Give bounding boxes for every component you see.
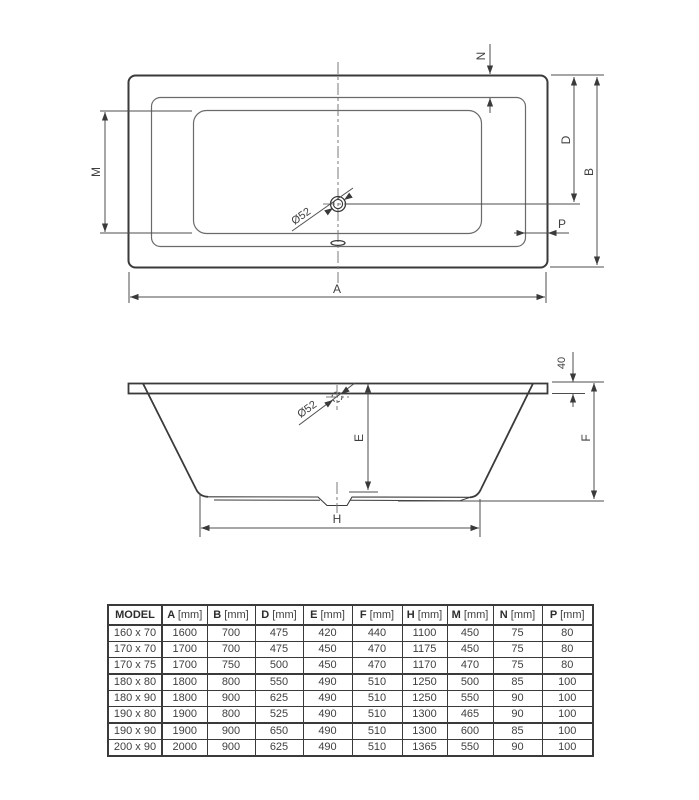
table-row xyxy=(108,723,593,740)
value-cell: 900 xyxy=(207,691,255,707)
drain-diameter-label-side: Ø52 xyxy=(295,398,320,421)
value-cell: 100 xyxy=(542,691,593,707)
value-cell: 1250 xyxy=(402,674,447,691)
value-cell: 100 xyxy=(542,674,593,691)
value-cell: 100 xyxy=(542,707,593,724)
value-cell: 500 xyxy=(447,674,493,691)
model-cell: 170 x 75 xyxy=(108,658,162,675)
value-cell: 550 xyxy=(447,691,493,707)
value-cell: 100 xyxy=(542,740,593,757)
value-cell: 470 xyxy=(447,658,493,675)
col-header-a: A [mm] xyxy=(162,605,207,625)
value-cell: 2000 xyxy=(162,740,207,757)
value-cell: 490 xyxy=(303,707,352,724)
right-wall-floor-curve xyxy=(470,489,481,497)
value-cell: 900 xyxy=(207,723,255,740)
model-cell: 160 x 70 xyxy=(108,625,162,642)
value-cell: 625 xyxy=(255,740,303,757)
value-cell: 550 xyxy=(255,674,303,691)
dim-label-E: E xyxy=(352,433,367,443)
model-cell: 170 x 70 xyxy=(108,642,162,658)
value-cell: 450 xyxy=(447,642,493,658)
value-cell: 470 xyxy=(352,642,402,658)
dimensions-table xyxy=(107,604,594,757)
col-header-p: P [mm] xyxy=(542,605,593,625)
value-cell: 440 xyxy=(352,625,402,642)
value-cell: 80 xyxy=(542,658,593,675)
value-cell: 750 xyxy=(207,658,255,675)
value-cell: 1900 xyxy=(162,707,207,724)
value-cell: 900 xyxy=(207,740,255,757)
dim-label-M: M xyxy=(89,167,104,177)
drain-diameter-label: Ø52 xyxy=(289,205,314,228)
value-cell: 80 xyxy=(542,625,593,642)
value-cell: 490 xyxy=(303,723,352,740)
value-cell: 75 xyxy=(493,658,542,675)
model-cell: 180 x 90 xyxy=(108,691,162,707)
col-header-b: B [mm] xyxy=(207,605,255,625)
value-cell: 420 xyxy=(303,625,352,642)
value-cell: 800 xyxy=(207,674,255,691)
dim-label-F: F xyxy=(579,434,594,442)
right-wall xyxy=(481,384,533,490)
col-header-n: N [mm] xyxy=(493,605,542,625)
value-cell: 510 xyxy=(352,674,402,691)
model-cell: 190 x 90 xyxy=(108,723,162,740)
table-row xyxy=(108,740,593,757)
col-header-f: F [mm] xyxy=(352,605,402,625)
value-cell: 1800 xyxy=(162,691,207,707)
value-cell: 650 xyxy=(255,723,303,740)
floor-right-end xyxy=(460,497,470,500)
col-header-model: MODEL xyxy=(108,605,162,625)
value-cell: 500 xyxy=(255,658,303,675)
value-cell: 510 xyxy=(352,691,402,707)
value-cell: 700 xyxy=(207,642,255,658)
side-view-dimensions xyxy=(200,352,604,537)
value-cell: 490 xyxy=(303,740,352,757)
value-cell: 470 xyxy=(352,658,402,675)
value-cell: 800 xyxy=(207,707,255,724)
value-cell: 1700 xyxy=(162,658,207,675)
value-cell: 1250 xyxy=(402,691,447,707)
value-cell: 490 xyxy=(303,674,352,691)
value-cell: 1170 xyxy=(402,658,447,675)
side-view-outline xyxy=(129,384,548,514)
value-cell: 1100 xyxy=(402,625,447,642)
col-header-m: M [mm] xyxy=(447,605,493,625)
rim-thickness-label: 40 xyxy=(556,356,568,370)
value-cell: 75 xyxy=(493,642,542,658)
dim-label-A: A xyxy=(332,282,342,296)
model-cell: 180 x 80 xyxy=(108,674,162,691)
model-cell: 200 x 90 xyxy=(108,740,162,757)
top-view-outline xyxy=(129,62,548,283)
table-row xyxy=(108,642,593,658)
table-row xyxy=(108,625,593,642)
value-cell: 450 xyxy=(303,642,352,658)
table-header-row xyxy=(108,605,593,625)
dim-label-B: B xyxy=(582,167,597,177)
value-cell: 1800 xyxy=(162,674,207,691)
value-cell: 1600 xyxy=(162,625,207,642)
value-cell: 100 xyxy=(542,723,593,740)
col-header-e: E [mm] xyxy=(303,605,352,625)
left-wall xyxy=(143,384,196,490)
rim-bar xyxy=(129,384,548,394)
value-cell: 80 xyxy=(542,642,593,658)
value-cell: 90 xyxy=(493,707,542,724)
model-cell: 190 x 80 xyxy=(108,707,162,724)
table-row xyxy=(108,707,593,724)
table-row xyxy=(108,674,593,691)
dim-label-P: P xyxy=(557,217,567,231)
value-cell: 75 xyxy=(493,625,542,642)
value-cell: 450 xyxy=(303,658,352,675)
dim-label-D: D xyxy=(559,135,574,145)
value-cell: 85 xyxy=(493,674,542,691)
value-cell: 550 xyxy=(447,740,493,757)
value-cell: 475 xyxy=(255,642,303,658)
value-cell: 510 xyxy=(352,740,402,757)
value-cell: 625 xyxy=(255,691,303,707)
value-cell: 1365 xyxy=(402,740,447,757)
value-cell: 525 xyxy=(255,707,303,724)
table-row xyxy=(108,658,593,675)
value-cell: 1900 xyxy=(162,723,207,740)
value-cell: 90 xyxy=(493,740,542,757)
value-cell: 700 xyxy=(207,625,255,642)
value-cell: 510 xyxy=(352,723,402,740)
value-cell: 1300 xyxy=(402,723,447,740)
value-cell: 90 xyxy=(493,691,542,707)
value-cell: 510 xyxy=(352,707,402,724)
value-cell: 1700 xyxy=(162,642,207,658)
top-view-dimensions xyxy=(89,44,604,303)
value-cell: 85 xyxy=(493,723,542,740)
table-row xyxy=(108,691,593,707)
col-header-h: H [mm] xyxy=(402,605,447,625)
dim-label-H: H xyxy=(332,512,342,526)
value-cell: 465 xyxy=(447,707,493,724)
value-cell: 1175 xyxy=(402,642,447,658)
value-cell: 490 xyxy=(303,691,352,707)
dim-label-N: N xyxy=(474,51,489,61)
col-header-d: D [mm] xyxy=(255,605,303,625)
left-wall-floor-curve xyxy=(196,489,208,497)
value-cell: 450 xyxy=(447,625,493,642)
value-cell: 475 xyxy=(255,625,303,642)
value-cell: 600 xyxy=(447,723,493,740)
value-cell: 1300 xyxy=(402,707,447,724)
